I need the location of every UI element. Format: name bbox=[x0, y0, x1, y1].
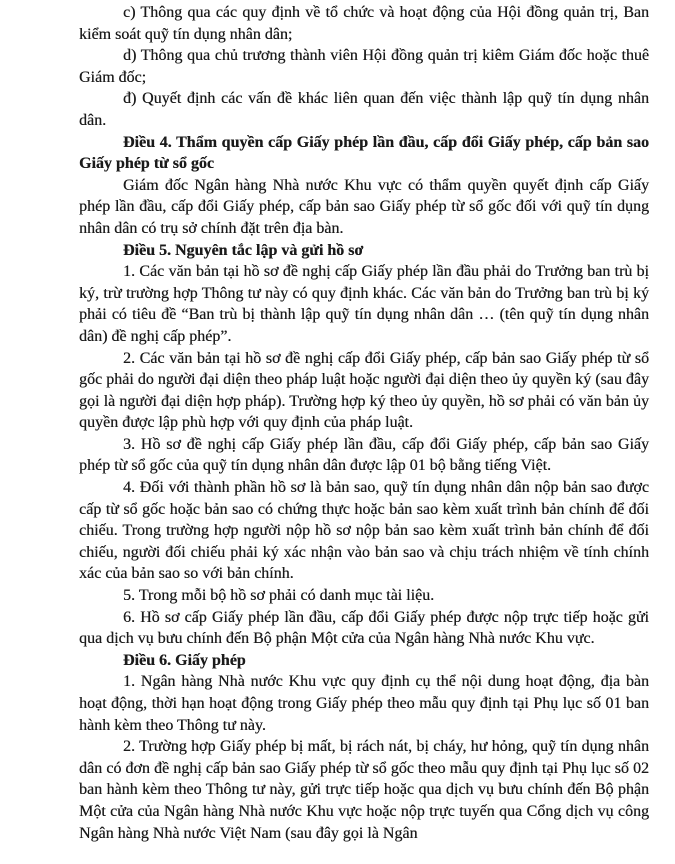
article-6-item-2-paragraph: 2. Trường hợp Giấy phép bị mất, bị rách nát, bị cháy, hư hỏng, quỹ tín dụng nhân dân có đơn đề nghị cấp bản sao Giấy phép từ sổ gốc theo mẫu quy định tại Phụ lục số 02 ban hành kèm theo Thông tư này, gửi trực tiếp hoặc qua dịch vụ bưu chính đến Bộ phận Một cửa của Ngân hàng Nhà nước Khu vực hoặc nộp trực tuyến qua Cổng dịch vụ công Ngân hàng Nhà nước Việt Nam (sau đây gọi là Ngân bbox=[79, 738, 649, 842]
clause-d-paragraph: d) Thông qua chủ trương thành viên Hội đồng quản trị kiêm Giám đốc hoặc thuê Giám đốc; bbox=[79, 47, 649, 86]
article-5-item-1-paragraph: 1. Các văn bản tại hồ sơ đề nghị cấp Giấy phép lần đầu phải do Trưởng ban trù bị ký, trừ trường hợp Thông tư này có quy định khác. Các văn bản do Trưởng ban trù bị ký phải có tiêu đề “Ban trù bị thành lập quỹ tín dụng nhân dân … (tên quỹ tín dụng nhân dân) đề nghị cấp phép”. bbox=[79, 263, 649, 345]
article-5-heading: Điều 5. Nguyên tắc lập và gửi hồ sơ bbox=[123, 241, 364, 259]
clause-c-paragraph: c) Thông qua các quy định về tổ chức và hoạt động của Hội đồng quản trị, Ban kiểm soát quỹ tín dụng nhân dân; bbox=[79, 4, 649, 43]
article-5-item-2-paragraph: 2. Các văn bản tại hồ sơ đề nghị cấp đổi Giấy phép, cấp bản sao Giấy phép từ sổ gốc phải do người đại diện theo pháp luật hoặc người đại diện theo ủy quyền ký (sau đây gọi là người đại diện hợp pháp). Trường hợp ký theo ủy quyền, hồ sơ phải có văn bản ủy quyền được lập phù hợp với quy định của pháp luật. bbox=[79, 349, 649, 432]
article-4-body-paragraph: Giám đốc Ngân hàng Nhà nước Khu vực có thẩm quyền quyết định cấp Giấy phép lần đầu, cấp đổi Giấy phép, cấp bản sao Giấy phép từ sổ gốc đối với quỹ tín dụng nhân dân có trụ sở chính đặt trên địa bàn. bbox=[79, 176, 649, 237]
article-5-item-4-paragraph: 4. Đối với thành phần hồ sơ là bản sao, quỹ tín dụng nhân dân nộp bản sao được cấp từ sổ gốc hoặc bản sao có chứng thực hoặc bản sao kèm xuất trình bản chính để đối chiếu. Trong trường hợp người nộp hồ sơ nộp bản sao kèm xuất trình bản chính để đối chiếu, người đối chiếu phải ký xác nhận vào bản sao và chịu trách nhiệm về tính chính xác của bản sao so với bản chính. bbox=[79, 479, 649, 583]
article-5-item-5-paragraph: 5. Trong mỗi bộ hồ sơ phải có danh mục tài liệu. bbox=[123, 587, 435, 605]
article-5-item-3-paragraph: 3. Hồ sơ đề nghị cấp Giấy phép lần đầu, cấp đổi Giấy phép, cấp bản sao Giấy phép từ sổ gốc của quỹ tín dụng nhân dân được lập 01 bộ bằng tiếng Việt. bbox=[79, 435, 649, 475]
article-6-item-1-paragraph: 1. Ngân hàng Nhà nước Khu vực quy định cụ thể nội dung hoạt động, địa bàn hoạt động, thời hạn hoạt động trong Giấy phép theo mẫu quy định tại Phụ lục số 01 ban hành kèm theo Thông tư này. bbox=[79, 673, 649, 734]
clause-dd-paragraph: đ) Quyết định các vấn đề khác liên quan đến việc thành lập quỹ tín dụng nhân dân. bbox=[79, 90, 649, 129]
article-6-heading: Điều 6. Giấy phép bbox=[123, 651, 246, 669]
article-5-item-6-paragraph: 6. Hồ sơ cấp Giấy phép lần đầu, cấp đổi Giấy phép được nộp trực tiếp hoặc gửi qua dịch vụ bưu chính đến Bộ phận Một cửa của Ngân hàng Nhà nước Khu vực. bbox=[79, 608, 649, 648]
article-4-heading: Điều 4. Thẩm quyền cấp Giấy phép lần đầu, cấp đổi Giấy phép, cấp bản sao Giấy phép từ sổ gốc bbox=[79, 133, 649, 173]
